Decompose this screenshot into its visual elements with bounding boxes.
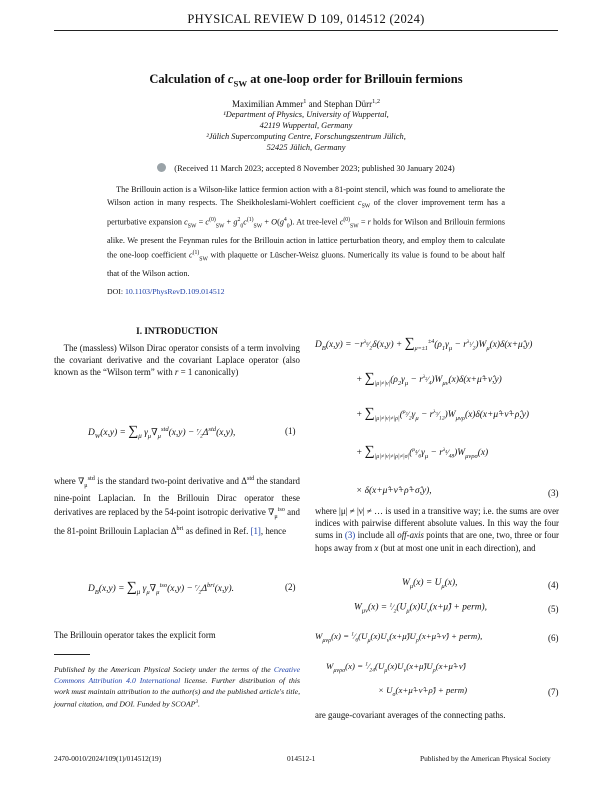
- affiliation-line: 42119 Wuppertal, Germany: [259, 121, 353, 130]
- affiliation-line: 52425 Jülich, Germany: [266, 143, 346, 152]
- license-link[interactable]: Creative Commons Attribution 4.0 International: [54, 665, 300, 685]
- equation-3-line-3: + $\sum_{|\mu|\ne|\nu|\ne|\rho|}(^{\rho_3}⁄_2\gamma_\mu$ − $r^{\lambda_3}⁄_{12})W_{\mu\nu\rho}(x)\delta(x+\mû+\nû+\rhô,y)$: [356, 406, 530, 422]
- equation-number: (3): [548, 488, 559, 498]
- header-rule: [54, 30, 558, 31]
- equation-2: $D_B(x,y) = \sum_\mu$ $\gamma_\mu\nabla_\mu^{iso}(x,y)$ − $^r⁄_2\Delta^{bri}(x,y)$.: [88, 580, 234, 596]
- equation-3-line-1: $D_B(x,y)$ = $-r^{\lambda_0}⁄_2\delta(x,y) + \sum_{\mu=\pm 1}^{\pm 4}(\rho_1\gamma_\mu$ − $r^{\lambda_1}⁄_2)W_\mu(x)\delta(x+\mû,y)$: [315, 336, 533, 352]
- equation-number: (4): [548, 580, 559, 590]
- intro-paragraph-3: The Brillouin operator takes the explicit form: [54, 630, 216, 640]
- equation-number: (7): [548, 687, 559, 697]
- paragraph-after-eq3: where |μ| ≠ |ν| ≠ … is used in a transitive way; i.e. the sums are over indices with pairwise different absolute values. In this way the four sums in (3) include all off-axis points that are one, two, three or four hops away from x (but at most one unit in each direction), and: [315, 506, 559, 553]
- crossmark-icon[interactable]: [157, 163, 166, 172]
- equation-3-line-2: + $\sum_{|\mu|\ne|\nu|}(\rho_2\gamma_\mu$ − $r^{\lambda_2}⁄_4)W_{\mu\nu}(x)\delta(x+\mû+\nû,y)$: [356, 371, 502, 387]
- equation-number: (2): [285, 582, 296, 592]
- equation-number: (5): [548, 604, 559, 614]
- footer-issn: 2470-0010/2024/109(1)/014512(19): [54, 754, 162, 763]
- equation-6: $W_{\mu\nu\rho}(x)$ = $^1⁄_6(U_\mu(x)U_\nu(x+\mû)U_\rho(x+\mû+\nû)$ + perm),: [315, 631, 483, 644]
- affiliation-line: ¹Department of Physics, University of Wuppertal,: [223, 110, 389, 119]
- journal-header: PHYSICAL REVIEW D 109, 014512 (2024): [187, 12, 425, 26]
- intro-paragraph-1: The (massless) Wilson Dirac operator consists of a term involving the covariant derivative and the covariant Laplace operator (also known as the “Wilson term” with r = 1 canonically): [54, 343, 300, 378]
- authors: Maximilian Ammer$^1$ and Stephan Dürr$^{1,2}$: [231, 98, 380, 109]
- reference-link[interactable]: [1]: [250, 526, 261, 537]
- doi-line: DOI: 10.1103/PhysRevD.109.014512: [107, 287, 225, 296]
- equation-number: (6): [548, 633, 559, 643]
- license-footnote: Published by the American Physical Society under the terms of the Creative Commons Attribution 4.0 International license. Further distribution of this work must maintain attribution to the author(s) and the published article's title, journal citation, and DOI. Funded by SCOAP$^3$.: [54, 665, 300, 709]
- abstract: The Brillouin action is a Wilson-like lattice fermion action with a 81-point stencil, which was found to ameliorate the Wilson action in many respects. The Sheikholeslami-Wohlert coefficient $c_{SW}$ of the clover improvement term has a perturbative expansion $c_{SW} = c^{(0)}_{SW} + g^2_0c^{(1)}_{SW} + O(g^4_0)$. At tree-level $c^{(0)}_{SW} = r$ holds for Wilson and Brillouin fermions alike. We present the Feynman rules for the Brillouin action in lattice perturbation theory, and employ them to calculate the one-loop coefficient $c^{(1)}_{SW}$ with plaquette or Lüscher-Weisz gluons. Numerically its value is found to be about half that of the Wilson action.: [107, 185, 506, 278]
- footnote-rule: [54, 654, 90, 655]
- affiliation-line: ²Jülich Supercomputing Centre, Forschungszentrum Jülich,: [206, 132, 406, 141]
- equation-number: (1): [285, 426, 296, 436]
- section-title: I. INTRODUCTION: [136, 326, 218, 336]
- equation-3-line-5: × δ(x+μ̂+ν̂+ρ̂+σ̂,y),: [356, 486, 432, 496]
- equation-7-line-1: $W_{\mu\nu\rho\sigma}(x)$ = $^1⁄_{24}(U_\mu(x)U_\nu(x+\mû)U_\rho(x+\mû+\nû)$: [326, 661, 466, 674]
- equation-5: $W_{\mu\nu}(x)$ = $^1⁄_2(U_\mu(x)U_\nu(x+\mû)$ + perm),: [354, 602, 487, 615]
- equation-3-line-4: + $\sum_{|\mu|\ne|\nu|\ne|\rho|\ne|\sigma|}(^{\rho_4}⁄_6\gamma_\mu$ − $r^{\lambda_4}⁄_{48})W_{\mu\nu\rho\sigma}(x)$: [356, 444, 489, 460]
- equation-link[interactable]: (3): [344, 530, 356, 541]
- doi-link[interactable]: 10.1103/PhysRevD.109.014512: [124, 287, 225, 296]
- footer-publisher: Published by the American Physical Society: [420, 754, 551, 763]
- equation-7-line-2: × $U_\sigma(x+\mû+\nû+\rhô)$ + perm): [378, 685, 468, 698]
- equation-4: $W_\mu(x) = U_\mu(x)$,: [402, 578, 458, 590]
- equation-1: $D_W(x,y) = \sum_\mu$ $\gamma_\mu\nabla_\mu^{std}(x,y)$ − $^r⁄_2\Delta^{std}(x,y)$,: [88, 424, 236, 440]
- footer-page: 014512-1: [287, 754, 316, 763]
- intro-paragraph-2: where $\nabla_\mu^{std}$ is the standard two-point derivative and $\Delta^{std}$ the standard nine-point Laplacian. In the Brillouin Dirac operator these derivatives are replaced by the 54-point isotropic derivative $\nabla_\mu^{iso}$ and the 81-point Brillouin Laplacian $\Delta^{bri}$ as defined in Ref. [1], hence: [54, 475, 300, 537]
- received-dates: (Received 11 March 2023; accepted 8 November 2023; published 30 January 2024): [0, 163, 612, 173]
- paragraph-after-eq7: are gauge-covariant averages of the connecting paths.: [315, 710, 506, 720]
- paper-title: Calculation of $c_{SW}$ at one-loop order for Brillouin fermions: [149, 72, 463, 89]
